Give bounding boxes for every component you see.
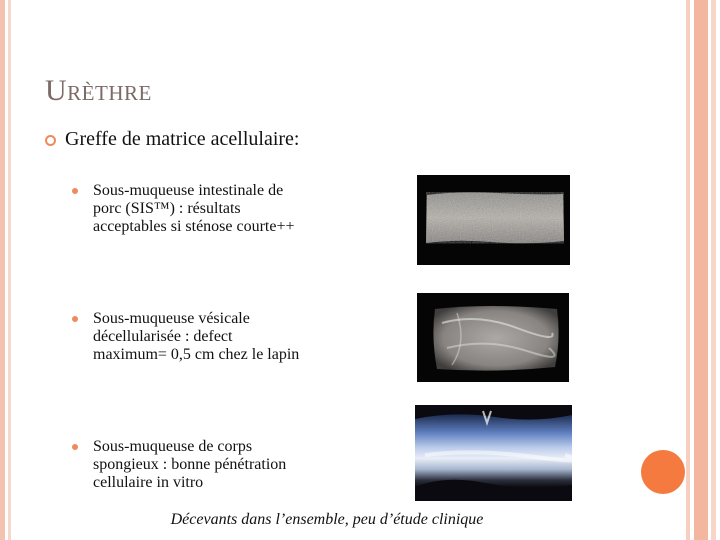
orange-circle-decoration <box>641 450 685 494</box>
dot-bullet-icon <box>72 316 78 322</box>
dot-bullet-icon <box>72 444 78 450</box>
right-border-decoration <box>686 0 720 540</box>
sub-bullet-line: cellulaire in vitro <box>93 474 204 491</box>
sub-bullet-item-spongieux <box>72 438 372 492</box>
spongiosum-matrix-photo <box>415 405 572 501</box>
dot-bullet-icon <box>72 188 78 194</box>
sub-bullet-line: porc (SIS™) : résultats <box>93 200 241 217</box>
sub-bullet-line: Sous-muqueuse de corps <box>93 438 253 455</box>
sub-bullet-line: maximum= 0,5 cm chez le lapin <box>93 346 300 363</box>
sub-bullet-line: spongieux : bonne pénétration <box>93 456 287 473</box>
slide-title: Urèthre <box>45 74 152 107</box>
left-border-decoration <box>0 0 14 540</box>
level1-bullet-text: Greffe de matrice acellulaire: <box>65 128 300 150</box>
sub-bullet-item-sis <box>72 182 372 236</box>
ring-bullet-icon <box>45 135 56 146</box>
sub-bullet-line: décellularisée : defect <box>93 328 233 345</box>
sub-bullet-line: Sous-muqueuse intestinale de <box>93 182 284 199</box>
sub-bullet-line: Sous-muqueuse vésicale <box>93 310 250 327</box>
slide-caption: Décevants dans l’ensemble, peu d’étude clinique <box>170 511 484 528</box>
sub-bullet-item-vesicale <box>72 310 372 364</box>
vesical-matrix-photo <box>417 293 569 382</box>
sub-bullet-line: acceptables si sténose courte++ <box>93 218 295 235</box>
sis-matrix-photo <box>417 175 570 265</box>
